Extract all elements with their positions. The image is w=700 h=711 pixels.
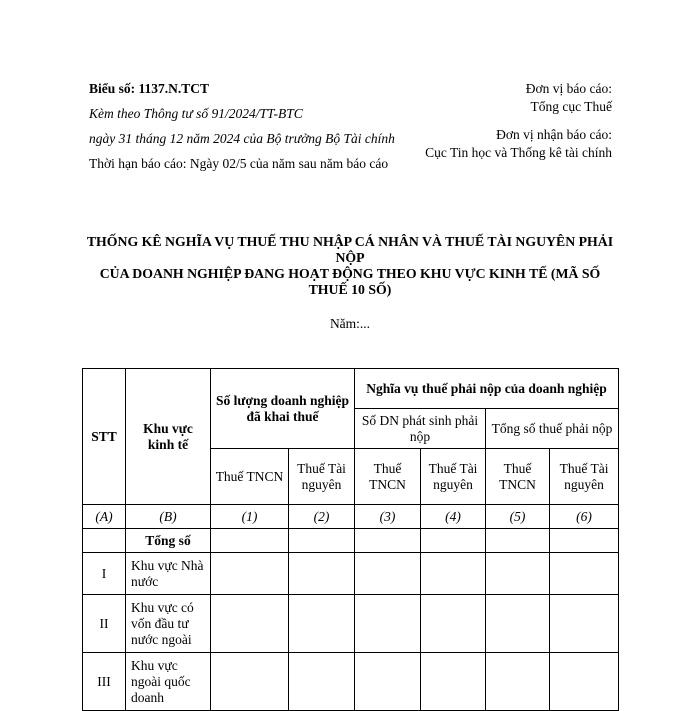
header-resource-6: Thuế Tài nguyên <box>550 449 619 505</box>
row-sector-name: Khu vực ngoài quốc doanh <box>126 653 211 711</box>
header-total-tax: Tổng số thuế phải nộp <box>486 409 619 449</box>
row-sector-name: Khu vực Nhà nước <box>126 553 211 595</box>
row-stt <box>83 529 126 553</box>
table-row <box>83 595 619 653</box>
issue-date-line: ngày 31 tháng 12 năm 2024 của Bộ trưởng Bộ Tài chính <box>89 131 395 146</box>
title-line-1: THỐNG KÊ NGHĨA VỤ THUẾ THU NHẬP CÁ NHÂN VÀ THUẾ TÀI NGUYÊN PHẢI NỘP <box>86 234 614 265</box>
header-pit-3: Thuế TNCN <box>355 449 421 505</box>
reporting-unit-label: Đơn vị báo cáo: <box>525 81 612 96</box>
code-6: (6) <box>550 505 619 529</box>
row-stt: I <box>83 553 126 595</box>
header-declared-count: Số lượng doanh nghiệp đã khai thuế <box>211 369 355 449</box>
attached-circular: Kèm theo Thông tư số 91/2024/TT-BTC <box>89 106 303 121</box>
header-dn-arising: Số DN phát sinh phải nộp <box>355 409 486 449</box>
table-row <box>83 653 619 711</box>
table-row <box>83 529 619 553</box>
header-pit-1: Thuế TNCN <box>211 449 289 505</box>
code-3: (3) <box>355 505 421 529</box>
row-stt: II <box>83 595 126 653</box>
statistics-table <box>82 368 619 711</box>
row-sector-name: Tổng số <box>126 529 211 553</box>
code-4: (4) <box>421 505 486 529</box>
report-title <box>80 234 620 298</box>
header-stt: STT <box>83 369 126 505</box>
report-deadline: Thời hạn báo cáo: Ngày 02/5 của năm sau năm báo cáo <box>89 156 389 171</box>
header-resource-2: Thuế Tài nguyên <box>289 449 355 505</box>
header-sector: Khu vực kinh tế <box>126 369 211 505</box>
table-row <box>83 553 619 595</box>
report-year: Năm:... <box>329 316 371 331</box>
code-2: (2) <box>289 505 355 529</box>
receiving-unit-label: Đơn vị nhận báo cáo: <box>496 127 612 142</box>
header-resource-4: Thuế Tài nguyên <box>421 449 486 505</box>
header-pit-5: Thuế TNCN <box>486 449 550 505</box>
code-5: (5) <box>486 505 550 529</box>
row-sector-name: Khu vực có vốn đầu tư nước ngoài <box>126 595 211 653</box>
receiving-unit: Cục Tin học và Thống kê tài chính <box>425 145 612 160</box>
header-left <box>89 80 404 180</box>
form-number: Biểu số: 1137.N.TCT <box>89 81 210 96</box>
code-1: (1) <box>211 505 289 529</box>
header-right <box>412 80 612 162</box>
code-b: (B) <box>126 505 211 529</box>
reporting-unit: Tổng cục Thuế <box>530 99 612 114</box>
title-line-2: CỦA DOANH NGHIỆP ĐANG HOẠT ĐỘNG THEO KHU VỰC KINH TẾ (MÃ SỐ THUẾ 10 SỐ) <box>99 266 601 297</box>
row-stt: III <box>83 653 126 711</box>
header-tax-obligation: Nghĩa vụ thuế phải nộp của doanh nghiệp <box>355 369 619 409</box>
code-a: (A) <box>83 505 126 529</box>
